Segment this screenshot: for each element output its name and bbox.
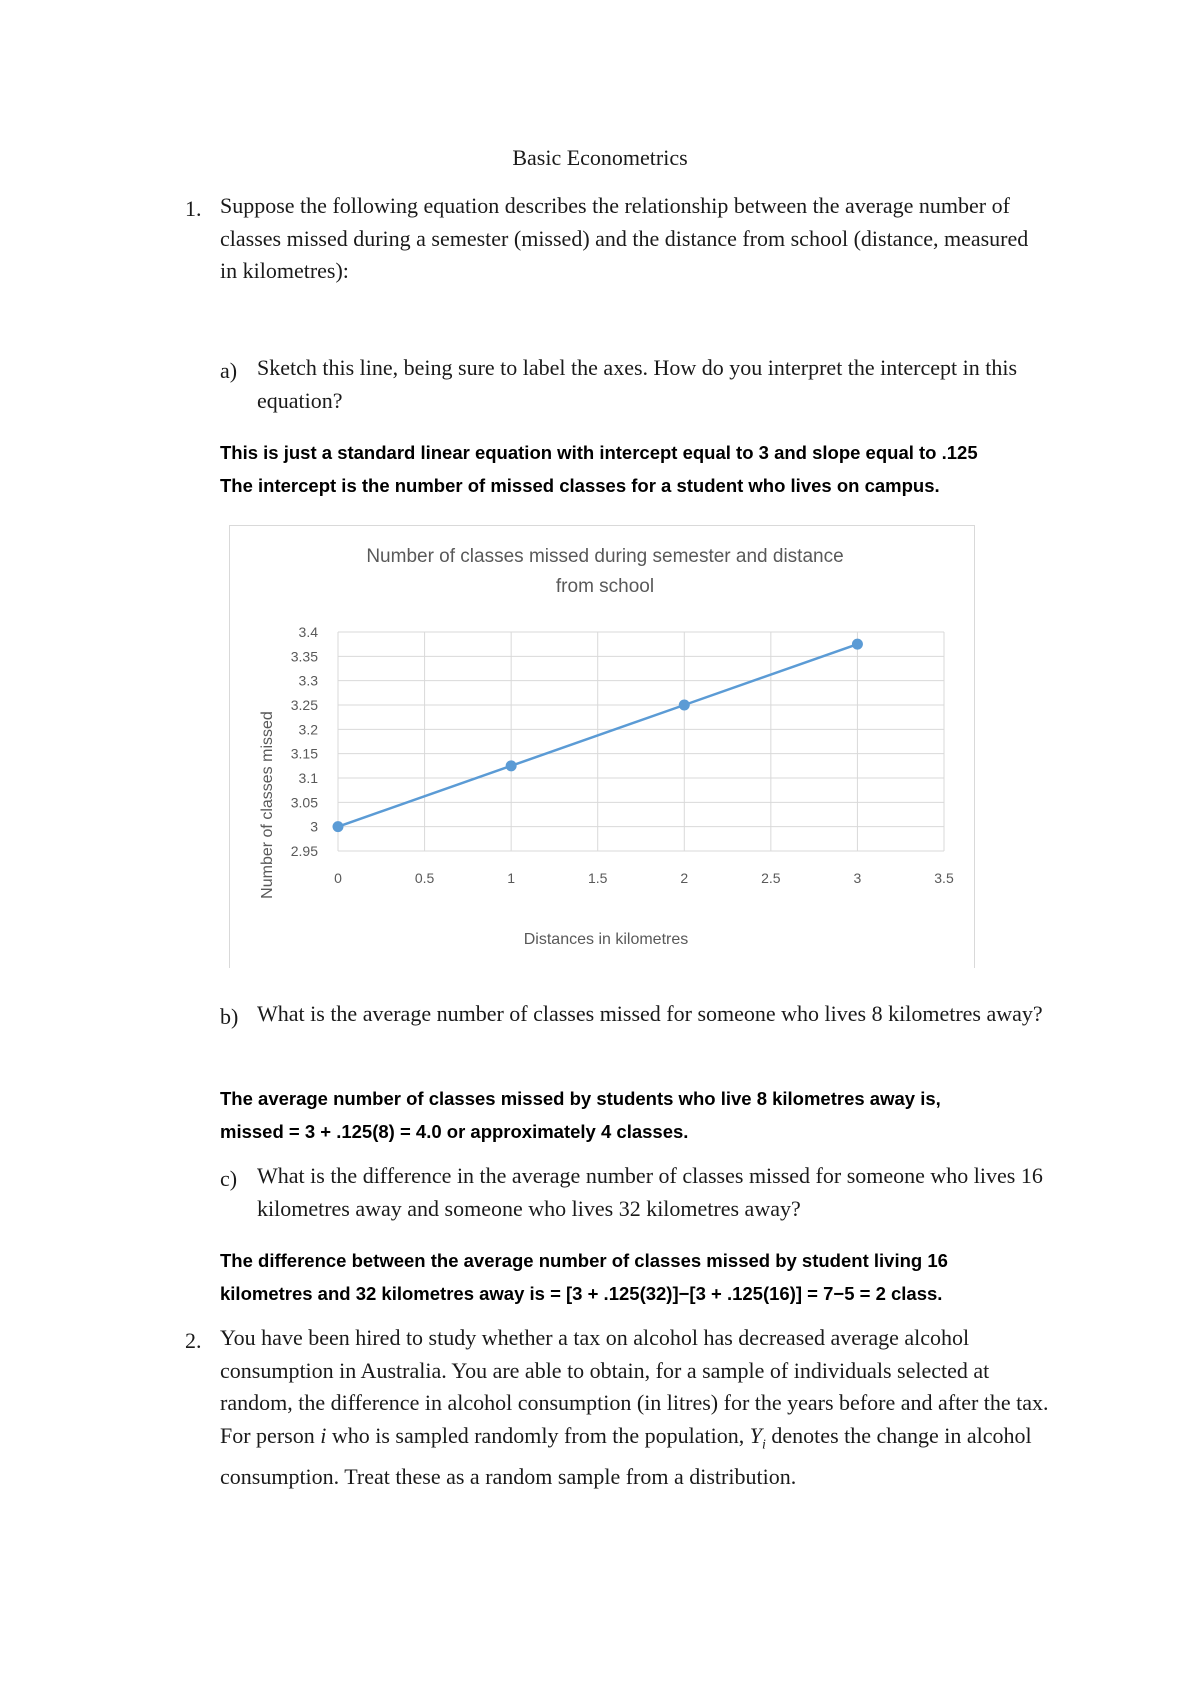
chart-y-tick-labels — [291, 624, 318, 859]
question-2-text-part-3: denotes the change in alcohol consumption. Treat these as a random sample from a distribution. — [220, 1422, 1032, 1490]
chart-title-line-1: Number of classes missed during semester and distance — [366, 546, 844, 567]
y-tick-label: 3.15 — [290, 745, 318, 762]
part-b-answer — [220, 1083, 941, 1148]
question-2-text-part-2: who is sampled randomly from the population, — [326, 1422, 750, 1448]
part-c-answer-line-2: kilometres and 32 kilometres away is = [3 + .125(32)]−[3 + .125(16)] = 7−5 = 2 class. — [220, 1282, 943, 1304]
part-b-answer-line-1: The average number of classes missed by students who live 8 kilometres away is, — [220, 1088, 941, 1109]
part-c-text: What is the difference in the average number of classes missed for someone who lives 16 kilometres away and someone who lives 32 kilometres away? — [257, 1163, 1043, 1221]
y-tick-label: 2.95 — [290, 843, 318, 859]
line-chart — [230, 526, 974, 968]
x-tick-label: 3.5 — [934, 870, 954, 886]
chart-container — [229, 525, 975, 968]
y-tick-label: 3 — [310, 818, 318, 835]
y-tick-label: 3.4 — [298, 624, 318, 640]
data-point — [852, 639, 863, 650]
question-2-text — [220, 1322, 1050, 1494]
part-b-answer-line-2: missed = 3 + .125(8) = 4.0 or approximately 4 classes. — [220, 1120, 689, 1142]
variable-i: i — [320, 1422, 327, 1448]
question-1-number: 1. — [185, 196, 202, 221]
question-2-text-part-1: You have been hired to study whether a tax on alcohol has decreased average alcohol consumption in Australia. You are able to obtain, for a sample of individuals selected at random, the difference in alcohol consumption (in litres) for the years before and after the tax. For person — [220, 1325, 1049, 1448]
chart-x-tick-labels — [334, 870, 954, 886]
x-tick-label: 3 — [853, 870, 862, 886]
part-a-label: a) — [220, 358, 238, 383]
part-c-label: c) — [220, 1166, 238, 1191]
x-tick-label: 1 — [507, 870, 516, 886]
data-point — [506, 760, 517, 771]
data-point — [679, 700, 690, 711]
x-tick-label: 2.5 — [761, 870, 781, 886]
part-a-answer — [220, 437, 978, 502]
part-a-answer-line-1: This is just a standard linear equation with intercept equal to 3 and slope equal to .125 — [220, 442, 978, 463]
x-tick-label: 0.5 — [414, 870, 435, 886]
y-tick-label: 3.35 — [290, 648, 318, 665]
part-b-label: b) — [220, 1004, 239, 1029]
part-b-text: What is the average number of classes missed for someone who lives 8 kilometres away? — [257, 1001, 1043, 1026]
chart-gridlines — [338, 632, 944, 851]
y-tick-label: 3.05 — [290, 794, 318, 811]
part-a-text: Sketch this line, being sure to label the axes. How do you interpret the intercept in this equation? — [257, 355, 1018, 413]
y-tick-label: 3.25 — [290, 697, 318, 713]
x-tick-label: 1.5 — [587, 870, 608, 886]
chart-y-axis-label: Number of classes missed — [259, 711, 276, 899]
chart-x-axis-label: Distances in kilometres — [523, 931, 689, 948]
x-tick-label: 2 — [680, 870, 689, 886]
variable-y-subscript: i — [762, 1436, 766, 1452]
question-2-number: 2. — [185, 1328, 202, 1353]
y-tick-label: 3.2 — [298, 721, 318, 738]
x-tick-label: 0 — [334, 870, 342, 886]
part-c-answer — [220, 1245, 948, 1310]
variable-y: Y — [749, 1422, 763, 1448]
chart-title-line-2: from school — [555, 576, 655, 597]
question-1-text: Suppose the following equation describes the relationship between the average number of classes missed during a semester (missed) and the distance from school (distance, measured in kilometres): — [220, 193, 1029, 283]
y-tick-label: 3.1 — [298, 770, 318, 786]
part-c-answer-line-1: The difference between the average number of classes missed by student living 16 — [220, 1250, 948, 1271]
y-tick-label: 3.3 — [298, 672, 318, 689]
part-a-answer-line-2: The intercept is the number of missed classes for a student who lives on campus. — [220, 474, 940, 496]
document-title: Basic Econometrics — [512, 145, 688, 170]
data-point — [333, 821, 344, 832]
